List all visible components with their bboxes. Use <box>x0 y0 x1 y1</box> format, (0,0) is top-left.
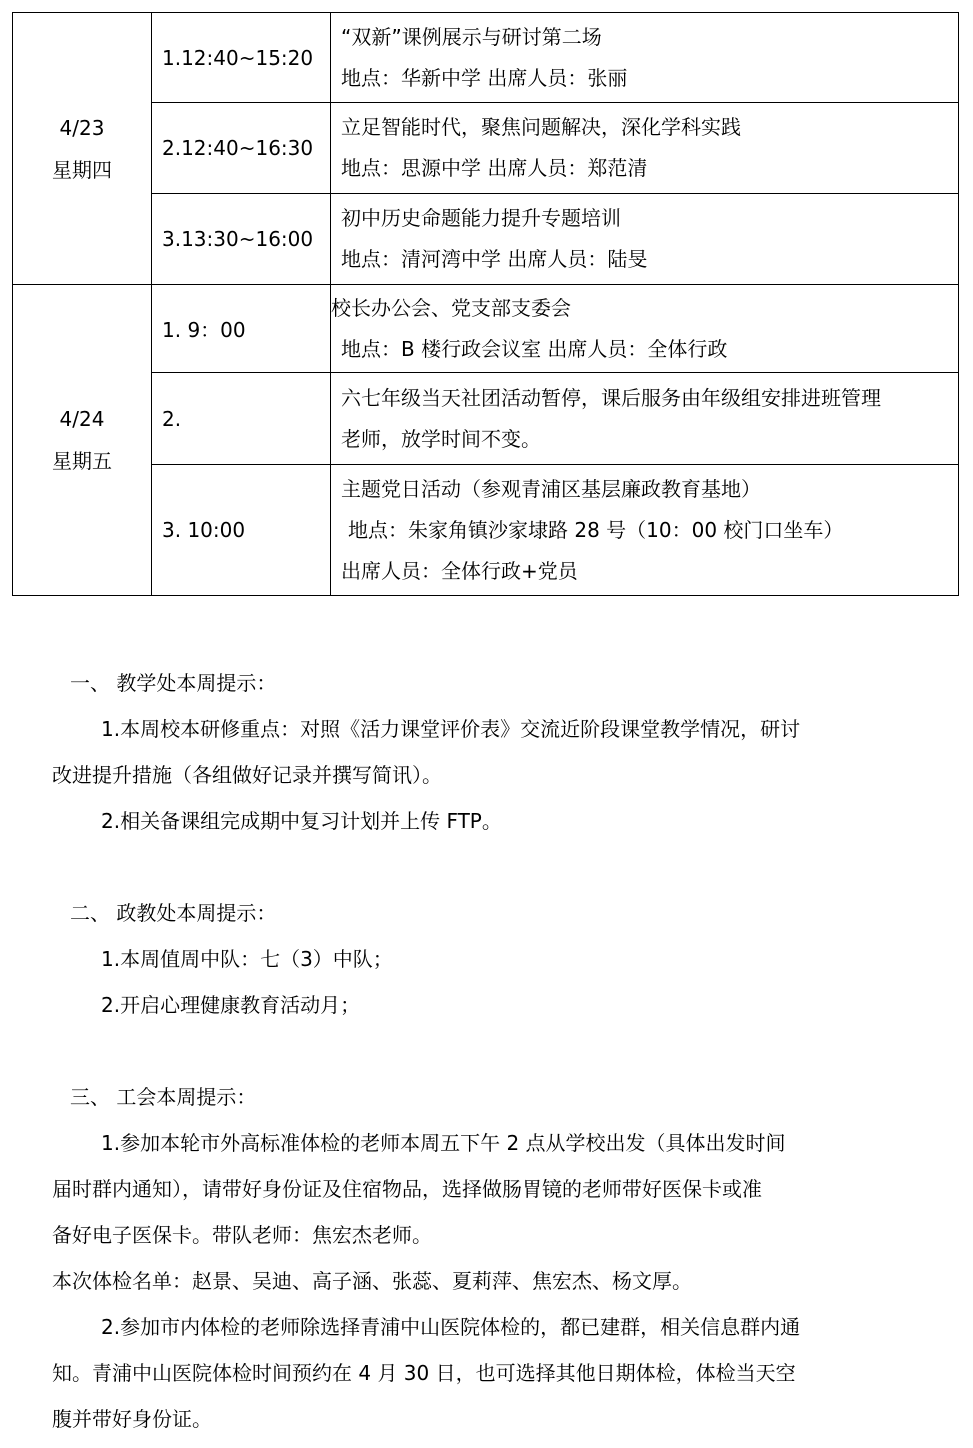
event-cell <box>331 465 959 596</box>
table-row <box>13 103 959 194</box>
event-cell <box>331 194 959 285</box>
event-location: 地点：清河湾中学 出席人员：陆旻 <box>341 247 648 271</box>
union-item-1-cont: 备好电子医保卡。带队老师：焦宏杰老师。 <box>52 1223 432 1247</box>
date: 4/24 <box>59 407 105 431</box>
moral-item-2: 2.开启心理健康教育活动月； <box>101 993 361 1017</box>
date-cell <box>13 285 152 596</box>
event-title: 初中历史命题能力提升专题培训 <box>341 206 621 230</box>
union-item-2: 2.参加市内体检的老师除选择青浦中山医院体检的，都已建群，相关信息群内通 <box>101 1315 801 1339</box>
event-cell <box>331 373 959 465</box>
moral-heading: 二、 政教处本周提示： <box>70 901 277 925</box>
time-cell: 1. 9：00 <box>152 285 331 373</box>
event-cell <box>331 103 959 194</box>
table-row <box>13 13 959 103</box>
event-cell <box>331 285 959 373</box>
table-row <box>13 465 959 596</box>
event-location: 地点：华新中学 出席人员：张丽 <box>341 65 628 90</box>
union-item-1-cont: 届时群内通知），请带好身份证及住宿物品，选择做肠胃镜的老师带好医保卡或准 <box>52 1177 762 1201</box>
schedule-table <box>12 12 959 596</box>
event-title: “双新”课例展示与研讨第二场 <box>341 24 602 49</box>
event-location: 地点：B 楼行政会议室 出席人员：全体行政 <box>341 336 728 361</box>
date-cell <box>13 13 152 285</box>
union-checkup-list: 本次体检名单：赵景、吴迪、高子涵、张蕊、夏莉萍、焦宏杰、杨文厚。 <box>52 1269 692 1293</box>
event-attendees: 出席人员：全体行政+党员 <box>341 558 578 583</box>
event-title: 主题党日活动（参观青浦区基层廉政教育基地） <box>341 476 761 501</box>
time-cell: 2. <box>152 373 331 465</box>
event-detail: 老师，放学时间不变。 <box>341 426 541 451</box>
teaching-heading: 一、 教学处本周提示： <box>70 671 277 695</box>
event-title: 六七年级当天社团活动暂停，课后服务由年级组安排进班管理 <box>341 385 881 410</box>
union-item-2-cont: 腹并带好身份证。 <box>52 1407 212 1431</box>
time-cell: 2.12:40~16:30 <box>152 103 331 194</box>
union-item-2-cont: 知。青浦中山医院体检时间预约在 4 月 30 日，也可选择其他日期体检，体检当天空 <box>52 1361 796 1385</box>
union-heading: 三、 工会本周提示： <box>70 1085 257 1109</box>
time-cell: 3.13:30~16:00 <box>152 194 331 285</box>
weekly-notes <box>52 660 932 1442</box>
date: 4/23 <box>59 115 105 140</box>
table-row <box>13 373 959 465</box>
teaching-item-2: 2.相关备课组完成期中复习计划并上传 FTP。 <box>101 809 502 833</box>
time-cell: 3. 10:00 <box>152 465 331 596</box>
union-item-1: 1.参加本轮市外高标准体检的老师本周五下午 2 点从学校出发（具体出发时间 <box>101 1131 786 1155</box>
table-row <box>13 194 959 285</box>
event-cell <box>331 13 959 103</box>
table-row <box>13 285 959 373</box>
weekday: 星期五 <box>52 449 112 473</box>
time-cell: 1.12:40~15:20 <box>152 13 331 103</box>
moral-item-1: 1.本周值周中队：七（3）中队； <box>101 947 393 971</box>
weekday: 星期四 <box>52 157 112 182</box>
teaching-item-1: 1.本周校本研修重点：对照《活力课堂评价表》交流近阶段课堂教学情况，研讨 <box>101 717 801 741</box>
event-location: 地点：思源中学 出席人员：郑范清 <box>341 156 648 180</box>
event-location: 地点：朱家角镇沙家埭路 28 号（10：00 校门口坐车） <box>348 517 844 542</box>
event-title: 校长办公会、党支部支委会 <box>331 295 571 320</box>
teaching-item-1-cont: 改进提升措施（各组做好记录并撰写简讯）。 <box>52 763 442 787</box>
event-title: 立足智能时代，聚焦问题解决，深化学科实践 <box>341 115 741 139</box>
